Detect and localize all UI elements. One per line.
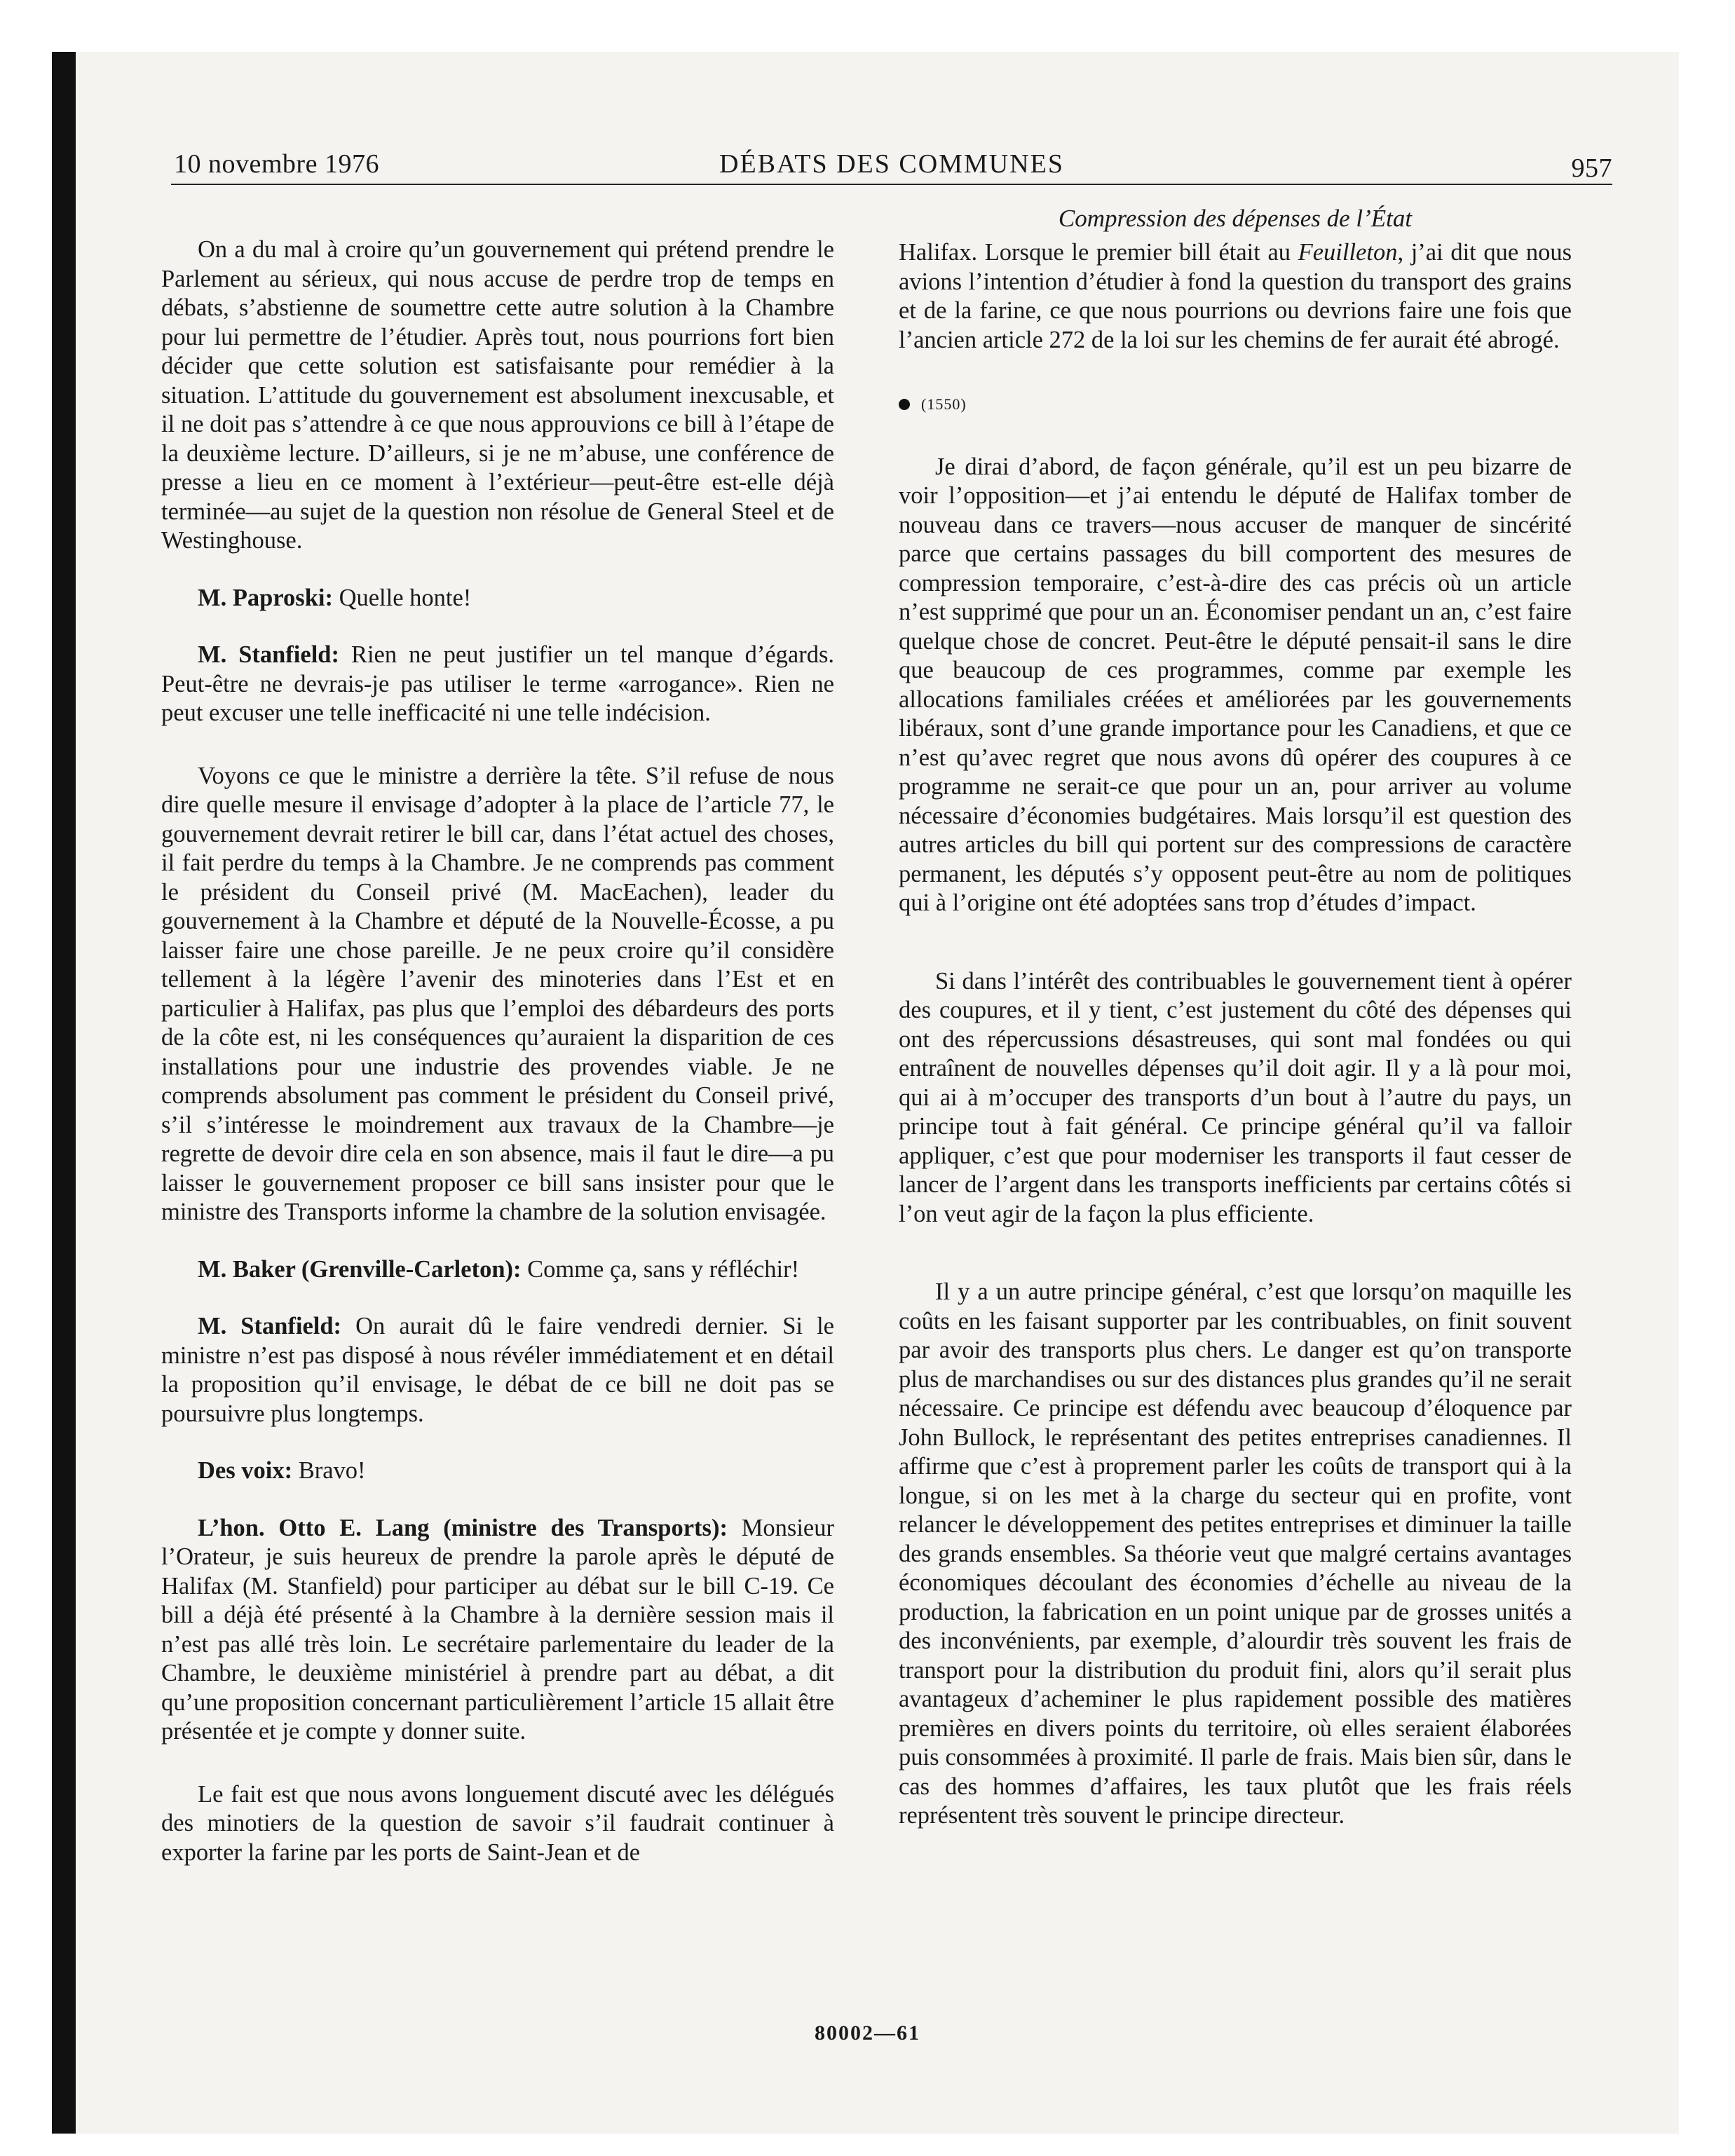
time-marker bbox=[899, 390, 1572, 419]
header-page-number: 957 bbox=[1571, 153, 1612, 183]
paragraph: Le fait est que nous avons longuement discuté avec les délégués des minotiers de la question de savoir s’il faudrait continuer à exporter la farine par les ports de Saint-Jean et de bbox=[161, 1780, 834, 1866]
speaker-name: L’hon. Otto E. Lang (ministre des Transports): bbox=[198, 1514, 728, 1541]
running-title: Compression des dépenses de l’État bbox=[1058, 205, 1413, 232]
footer-code: 80002—61 bbox=[815, 2021, 920, 2045]
left-column bbox=[161, 236, 834, 1867]
speaker-name: M. Baker (Grenville-Carleton): bbox=[198, 1255, 522, 1283]
speech-text: Quelle honte! bbox=[332, 584, 472, 611]
speech bbox=[161, 1312, 834, 1428]
paragraph: Si dans l’intérêt des contribuables le gouvernement tient à opérer des coupures, et il y tient, c’est justement du côté des dépenses qui ont des répercussions désastreuses, qui sont mal fondées ou qui entraînent de nouvelles dépenses qu’il doit agir. Il y a là pour moi, qui ai à m’occuper des transports d’un bout à l’autre du pays, un principe tout à fait général. Ce principe général qu’il va falloir appliquer, c’est que pour moderniser les transports il faut cesser de lancer de l’argent dans les transports inefficients par certains côtés si l’on veut agir de la façon la plus efficiente. bbox=[899, 967, 1572, 1227]
scan-edge-shadow bbox=[52, 52, 76, 2134]
text-run: , j’ai dit que nous avions l’intention d’étudier à fond la question du transport des grains et de la farine, ce que nous pourrions ou devrions faire une fois que l’ancien article 272 de la loi sur les chemins de fer aurait été abrogé. bbox=[899, 239, 1572, 353]
text-run: Halifax. Lorsque le premier bill était au bbox=[899, 239, 1298, 266]
paragraph bbox=[899, 238, 1572, 355]
speech bbox=[161, 584, 834, 613]
speech bbox=[161, 1514, 834, 1747]
paragraph: Il y a un autre principe général, c’est que lorsqu’on maquille les coûts en les faisant supporter par les contribuables, on finit souvent par avoir des transports plus chers. Le danger est qu’on transporte plus de marchandises ou sur des distances plus grandes qu’il ne serait nécessaire. Ce principe est défendu avec beaucoup d’éloquence par John Bullock, le représentant des petites entreprises canadiennes. Il affirme que c’est à proprement parler les coûts de transport qui à la longue, si on les met à la charge du secteur qui en profite, vont relancer le développement des petites entreprises et diminuer la taille des grands ensembles. Sa théorie veut que malgré certains avantages économiques découlant des économies d’échelle au niveau de la production, la fabrication en un point unique par de grosses unités a des inconvénients, par exemple, d’alourdir très souvent les frais de transport pour la distribution du produit fini, alors qu’il serait plus avantageux d’acheminer le plus rapidement possible des matières premières en divers points du territoire, où elles seraient élaborées puis consommées à proximité. Il parle de frais. Mais bien sûr, dans le cas des hommes d’affaires, les taux plutôt que les frais réels représentent très souvent le principe directeur. bbox=[899, 1278, 1572, 1829]
speech bbox=[161, 1456, 834, 1486]
paragraph: On a du mal à croire qu’un gouvernement qui prétend prendre le Parlement au sérieux, qui nous accuse de perdre trop de temps en débats, s’abstienne de soumettre cette autre solution à la Chambre pour lui permettre de l’étudier. Après tout, nous pourrions fort bien décider que cette solution est satisfaisante pour remédier à la situation. L’attitude du gouvernement est absolument inexcusable, et il ne doit pas s’attendre à ce que nous approuvions ce bill à l’étape de la deuxième lecture. D’ailleurs, si je ne m’abuse, une conférence de presse a lieu en ce moment à l’extérieur—peut-être est-elle déjà terminée—au sujet de la question non résolue de General Steel et de Westinghouse. bbox=[161, 236, 834, 554]
bullet-icon bbox=[899, 399, 910, 410]
speaker-name: Des voix: bbox=[198, 1457, 293, 1484]
speech-text: Bravo! bbox=[292, 1457, 366, 1484]
speech bbox=[161, 1255, 834, 1285]
italic-title: Feuilleton bbox=[1298, 239, 1398, 266]
speech bbox=[161, 641, 834, 728]
header-rule bbox=[171, 184, 1612, 185]
paragraph: Je dirai d’abord, de façon générale, qu’il est un peu bizarre de voir l’opposition—et j’ai entendu le député de Halifax tomber de nouveau dans ce travers—nous accuser de manquer de sincérité parce que certains passages du bill comportent des mesures de compression temporaire, c’est-à-dire des cas précis où un article n’est supprimé que pour un an. Économiser pendant un an, c’est faire quelque chose de concret. Peut-être le député pensait-il sans le dire que beaucoup de ces programmes, comme par exemple les allocations familiales créées et améliorées par les gouvernements libéraux, sont d’une grande importance pour les Canadiens, et que ce n’est qu’avec regret que nous avons dû opérer des coupures à ce programme ne serait-ce que pour un an, pour arriver au volume nécessaire d’économies budgétaires. Mais lorsqu’il est question des autres articles du bill qui portent sur des compressions de caractère permanent, les députés s’y opposent peut-être au nom de politiques qui à l’origine ont été adoptées sans trop d’études d’impact. bbox=[899, 453, 1572, 916]
header-date: 10 novembre 1976 bbox=[174, 149, 379, 179]
speech-text: Comme ça, sans y réfléchir! bbox=[521, 1255, 800, 1283]
paragraph: Voyons ce que le ministre a derrière la tête. S’il refuse de nous dire quelle mesure il envisage d’adopter à la place de l’article 77, le gouvernement devrait retirer le bill car, dans l’état actuel des choses, il fait perdre du temps à la Chambre. Je ne comprends pas comment le président du Conseil privé (M. MacEachen), leader du gouvernement à la Chambre et député de la Nouvelle-Écosse, a pu laisser faire une chose pareille. Je ne peux croire qu’il considère tellement à la légère l’avenir des minoteries dans l’Est et en particulier à Halifax, pas plus que l’emploi des débardeurs des ports de la côte est, ni les conséquences qu’auraient la disparition de ces installations pour une industrie des provendes viable. Je ne comprends absolument pas comment le président du Conseil privé, s’il s’intéresse le moindrement aux travaux de la Chambre—je regrette de devoir dire cela en son absence, mais il faut le dire—a pu laisser le gouvernement proposer ce bill sans insister pour que le ministre des Transports informe la chambre de la solution envisagée. bbox=[161, 762, 834, 1225]
speech-text: On aurait dû le faire vendredi dernier. Si le ministre n’est pas disposé à nous révéler immédiatement et en détail la proposition qu’il envisage, le débat de ce bill ne doit pas se poursuivre plus longtemps. bbox=[161, 1313, 834, 1427]
speaker-name: M. Stanfield: bbox=[198, 1313, 342, 1339]
header-journal-title: DÉBATS DES COMMUNES bbox=[719, 149, 1064, 179]
speaker-name: M. Stanfield: bbox=[198, 641, 339, 668]
time-marker-text: (1550) bbox=[921, 395, 967, 413]
speech-text: Monsieur l’Orateur, je suis heureux de prendre la parole après le député de Halifax (M. Stanfield) pour participer au débat sur le bill C-19. Ce bill a déjà été présenté à la Chambre à la dernière session mais il n’est pas allé très loin. Le secrétaire parlementaire du leader de la Chambre, le deuxième ministériel à prendre part au débat, a dit qu’une proposition concernant particulièrement l’article 15 allait être présentée et je compte y donner suite. bbox=[161, 1514, 834, 1745]
speech-text: Rien ne peut justifier un tel manque d’égards. Peut-être ne devrais-je pas utiliser le terme «arrogance». Rien ne peut excuser une telle inefficacité ni une telle indécision. bbox=[161, 641, 834, 726]
page-header bbox=[171, 149, 1612, 184]
speaker-name: M. Paproski: bbox=[198, 584, 333, 611]
right-column bbox=[899, 203, 1572, 1831]
